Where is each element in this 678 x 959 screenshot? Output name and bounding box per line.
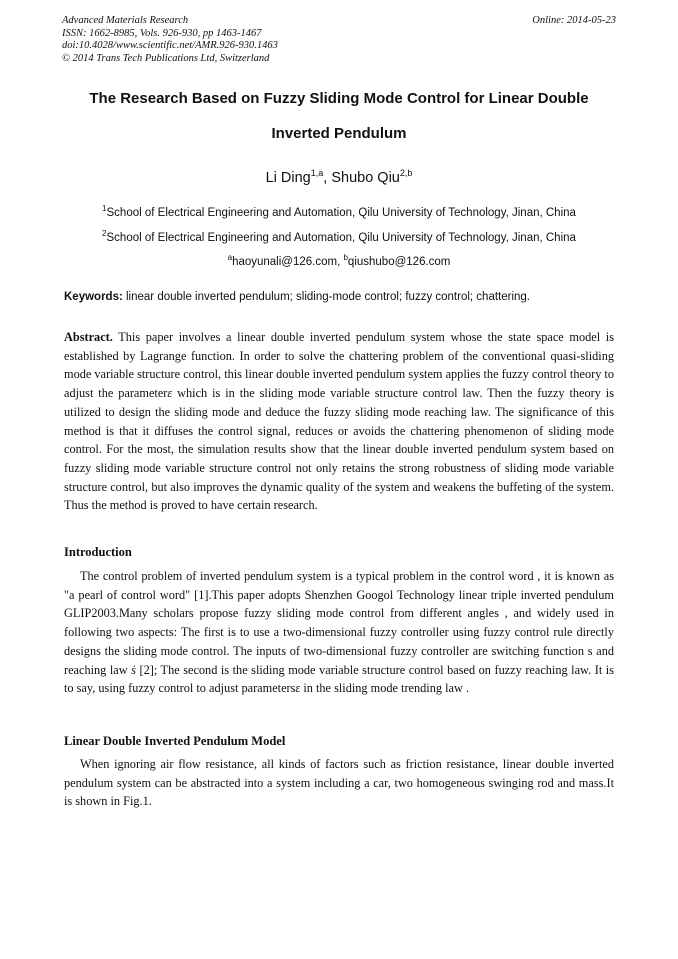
abstract-paragraph (64, 328, 614, 515)
body-text: [2]; The second is the sliding mode variable structure control based on fuzzy reaching law. It is to say, using fuzzy control to adjust parameters (64, 662, 614, 696)
affiliation-mark: 2 (102, 229, 107, 238)
doi-line[interactable]: doi:10.4028/www.scientific.net/AMR.926-930.1463 (62, 40, 278, 51)
author-name: Li Ding (265, 170, 311, 186)
section-heading-introduction: Introduction (64, 545, 132, 559)
epsilon-symbol: ε (167, 386, 173, 401)
email-link[interactable]: haoyunali@126.com, (232, 256, 344, 268)
body-text: in the sliding mode trending law . (300, 681, 469, 696)
author-name: Shubo Qiu (331, 170, 400, 186)
email-mark: b (343, 253, 348, 262)
paper-title-line2: Inverted Pendulum (271, 125, 407, 142)
copyright-line: © 2014 Trans Tech Publications Ltd, Switzerland (62, 52, 270, 64)
paper-title-line1: The Research Based on Fuzzy Sliding Mode Control for Linear Double (89, 90, 589, 107)
email-mark: a (227, 253, 233, 262)
author-separator: , (323, 170, 332, 186)
affiliation-2 (0, 229, 678, 244)
section-heading-model: Linear Double Inverted Pendulum Model (64, 734, 286, 748)
abstract-text: This paper involves a linear double inverted pendulum system whose the state space model is established by Lagrange function. In order to solve the chattering problem of the conventional quasi-sliding mode variable structure control, this linear double inverted pendulum system applies the fuzzy control theory to adjust the parameter (64, 330, 614, 401)
keywords-line (64, 291, 624, 303)
introduction-paragraph (64, 567, 614, 698)
affiliation-mark: 1 (102, 204, 107, 213)
email-link[interactable]: qiushubo@126.com (347, 256, 451, 268)
epsilon-symbol: ε (295, 681, 301, 696)
author-affiliation-mark: 1,a (310, 168, 324, 178)
online-date: Online: 2014-05-23 (532, 15, 616, 26)
abstract-label: Abstract. (64, 330, 113, 344)
journal-info (62, 15, 278, 65)
author-emails (0, 253, 678, 268)
issn-line: ISSN: 1662-8985, Vols. 926-930, pp 1463-1467 (62, 27, 262, 39)
affiliation-text: School of Electrical Engineering and Automation, Qilu University of Technology, Jinan, China (106, 232, 576, 244)
s-dot-symbol: ṡ (131, 662, 136, 677)
author-affiliation-mark: 2,b (399, 168, 413, 178)
author-list (0, 168, 678, 186)
body-text: The control problem of inverted pendulum system is a typical problem in the control word , it is known as "a pearl of control word" [1].This paper adopts Shenzhen Googol Technology linear triple inverted pendulum GLIP2003.Many scholars propose fuzzy sliding mode control from different angles , and widely used in following two aspects: The first is to use a two-dimensional fuzzy controller using fuzzy control rule directly designs the sliding mode control. The inputs of two-dimensional fuzzy controller are switching function s and reaching law (64, 569, 614, 677)
journal-name: Advanced Materials Research (62, 15, 189, 26)
abstract-text: which is in the sliding mode variable structure control law. Then the fuzzy theory is utilized to design the sliding mode and deduce the fuzzy sliding mode reaching law. The significance of this method is that it diffuses the control signal, reduces or avoids the chattering phenomenon of sliding mode control. For the most, the simulation results show that the linear double inverted pendulum system based on fuzzy sliding mode variable structure control not only retains the strong robustness of sliding mode variable structure control, but also improves the dynamic quality of the system and weakens the buffeting of the system. Thus the method is proved to have certain research. (64, 386, 614, 513)
keywords-label: Keywords: (64, 291, 123, 303)
affiliation-text: School of Electrical Engineering and Automation, Qilu University of Technology, Jinan, China (106, 207, 576, 219)
keywords-text: linear double inverted pendulum; sliding-mode control; fuzzy control; chattering. (122, 291, 530, 303)
affiliation-1 (0, 204, 678, 219)
model-paragraph: When ignoring air flow resistance, all kinds of factors such as friction resistance, linear double inverted pendulum system can be abstracted into a system including a car, two homogeneous swinging rod and mass.It is shown in Fig.1. (64, 757, 614, 809)
